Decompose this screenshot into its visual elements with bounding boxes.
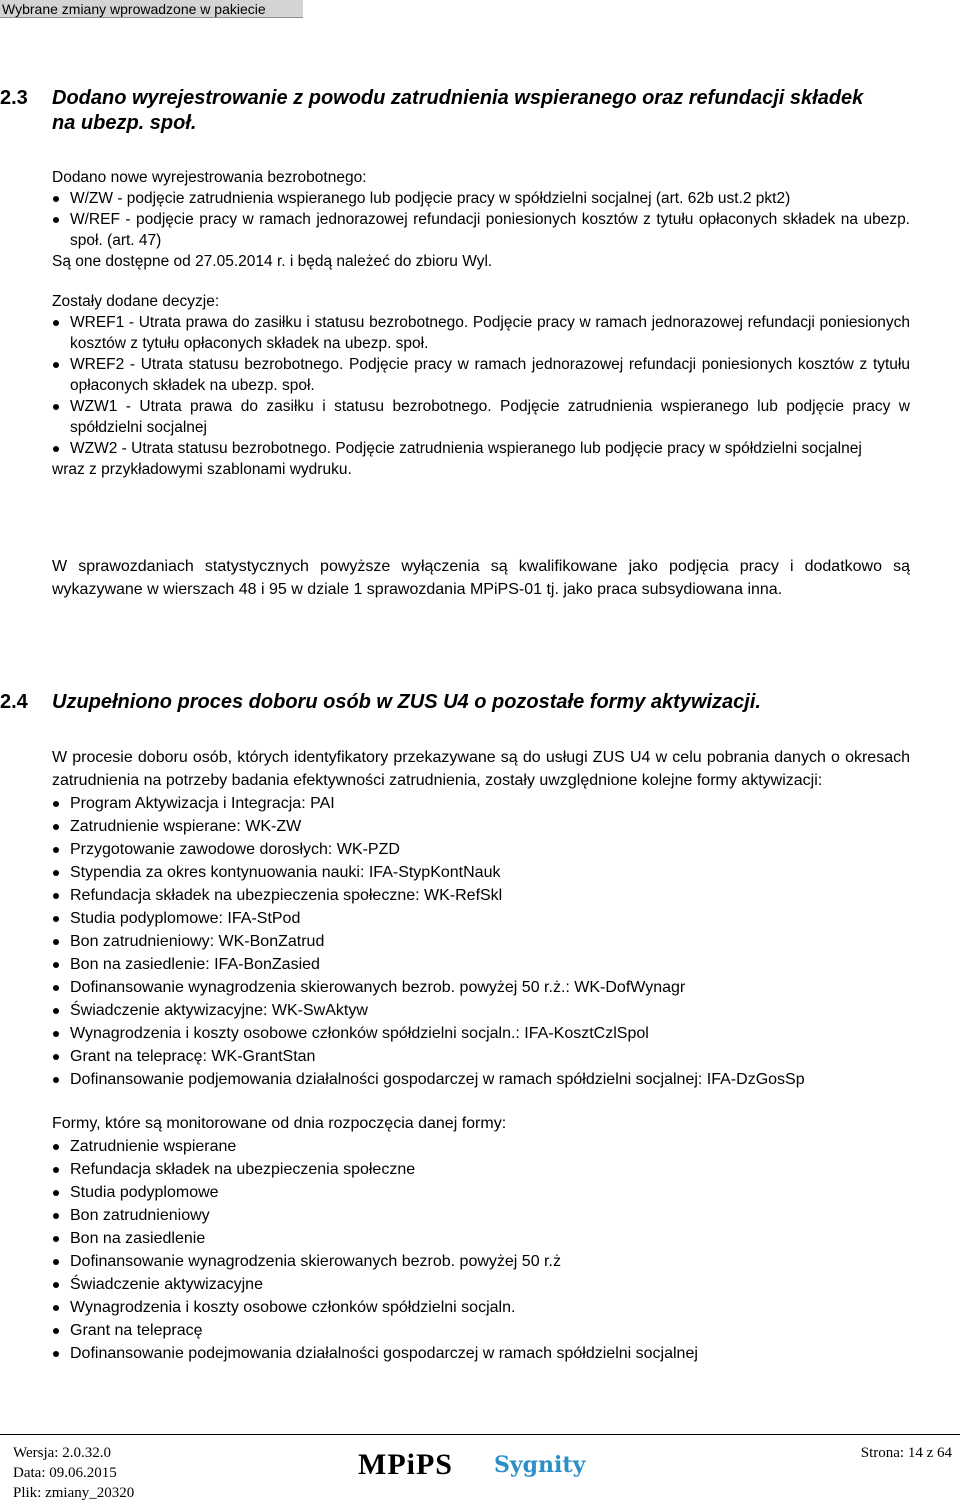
list-item: Studia podyplomowe (52, 1181, 910, 1204)
footer-file: Plik: zmiany_20320 (13, 1485, 135, 1501)
intro-text: Dodano nowe wyrejestrowania bezrobotnego: (52, 169, 367, 186)
list-item: Grant na telepracę (52, 1319, 910, 1342)
header-title: Wybrane zmiany wprowadzone w pakiecie (2, 1, 266, 17)
list-item: Bon zatrudnieniowy: WK-BonZatrud (52, 930, 910, 953)
list-item: Przygotowanie zawodowe dorosłych: WK-PZD (52, 838, 910, 861)
list-item: Świadczenie aktywizacyjne (52, 1273, 910, 1296)
monitored-intro: Formy, które są monitorowane od dnia rozpoczęcia danej formy: (52, 1115, 507, 1132)
section-2-3-body (52, 167, 910, 480)
intro-text: W procesie doboru osób, których identyfikatory przekazywane są do usługi ZUS U4 w celu pobrania danych o okresach zatrudnienia na potrzeby badania efektywności zatrudnienia, zostały uwzględnione kolejne formy aktywizacji: (52, 749, 910, 789)
list-item: Dofinansowanie podjemowania działalności gospodarczej w ramach spółdzielni socjalnej: IFA-DzGosSp (52, 1068, 910, 1091)
list-item: Refundacja składek na ubezpieczenia społeczne (52, 1158, 910, 1181)
list-item: Grant na telepracę: WK-GrantStan (52, 1045, 910, 1068)
list-item: WREF1 - Utrata prawa do zasiłku i statusu bezrobotnego. Podjęcie pracy w ramach jednorazowej refundacji poniesionych kosztów z tytułu opłaconych składek na ubezp. społ. (52, 312, 910, 354)
availability-text: Są one dostępne od 27.05.2014 r. i będą należeć do zbioru Wyl. (52, 253, 493, 270)
list-item: Stypendia za okres kontynuowania nauki: IFA-StypKontNauk (52, 861, 910, 884)
list-item: Świadczenie aktywizacyjne: WK-SwAktyw (52, 999, 910, 1022)
decisions-list (52, 312, 910, 459)
footer-version: Wersja: 2.0.32.0 (13, 1445, 111, 1461)
list-item: WREF2 - Utrata statusu bezrobotnego. Podjęcie pracy w ramach jednorazowej refundacji poniesionych kosztów z tytułu opłaconych składek na ubezp. społ. (52, 354, 910, 396)
list-item: WZW1 - Utrata prawa do zasiłku i statusu bezrobotnego. Podjęcie zatrudnienia wspieranego lub podjęcie pracy w spółdzielni socjalnej (52, 396, 910, 438)
section-number: 2.4 (0, 691, 28, 713)
activation-forms-list (52, 792, 910, 1091)
list-item: W/REF - podjęcie pracy w ramach jednorazowej refundacji poniesionych kosztów z tytułu opłaconych składek na ubezp. społ. (art. 47) (52, 209, 910, 251)
mpips-logo: MPiPS (358, 1448, 453, 1481)
list-item: Zatrudnienie wspierane (52, 1135, 910, 1158)
section-2-4-body (52, 746, 910, 1365)
list-item: WZW2 - Utrata statusu bezrobotnego. Podjęcie zatrudnienia wspieranego lub podjęcie pracy w spółdzielni socjalnej (52, 438, 910, 459)
footer-page-number: Strona: 14 z 64 (860, 1445, 952, 1461)
list-item: Bon na zasiedlenie: IFA-BonZasied (52, 953, 910, 976)
list-item: Dofinansowanie wynagrodzenia skierowanych bezrob. powyżej 50 r.ż.: WK-DofWynagr (52, 976, 910, 999)
list-item: Bon zatrudnieniowy (52, 1204, 910, 1227)
list-item: W/ZW - podjęcie zatrudnienia wspieranego lub podjęcie pracy w spółdzielni socjalnej (art. 62b ust.2 pkt2) (52, 188, 910, 209)
list-item: Dofinansowanie wynagrodzenia skierowanych bezrob. powyżej 50 r.ż (52, 1250, 910, 1273)
sygnity-logo: Sygnity (494, 1452, 586, 1478)
page-header (0, 0, 303, 18)
monitored-forms-list (52, 1135, 910, 1365)
section-2-3-heading (0, 86, 872, 136)
list-item: Dofinansowanie podejmowania działalności gospodarczej w ramach spółdzielni socjalnej (52, 1342, 910, 1365)
list-item: Studia podyplomowe: IFA-StPod (52, 907, 910, 930)
stats-paragraph (52, 555, 910, 601)
footer-divider (0, 1434, 960, 1435)
list-item: Bon na zasiedlenie (52, 1227, 910, 1250)
section-title: Uzupełniono proces doboru osób w ZUS U4 o pozostałe formy aktywizacji. (52, 691, 761, 713)
decisions-intro: Zostały dodane decyzje: (52, 293, 220, 310)
footer-date: Data: 09.06.2015 (13, 1465, 117, 1481)
list-item: Zatrudnienie wspierane: WK-ZW (52, 815, 910, 838)
section-2-4-heading (0, 690, 872, 715)
list-item: Program Aktywizacja i Integracja: PAI (52, 792, 910, 815)
section-title: Dodano wyrejestrowanie z powodu zatrudnienia wspieranego oraz refundacji składek na ubezp. społ. (52, 87, 864, 134)
list-item: Wynagrodzenia i koszty osobowe członków spółdzielni socjaln.: IFA-KosztCzlSpol (52, 1022, 910, 1045)
footer-meta (13, 1443, 134, 1503)
stats-note: W sprawozdaniach statystycznych powyższe wyłączenia są kwalifikowane jako podjęcia pracy i dodatkowo są wykazywane w wierszach 48 i 95 w dziale 1 sprawozdania MPiPS-01 tj. jako praca subsydiowana inna. (52, 558, 910, 598)
list-item: Wynagrodzenia i koszty osobowe członków spółdzielni socjaln. (52, 1296, 910, 1319)
list-item: Refundacja składek na ubezpieczenia społeczne: WK-RefSkl (52, 884, 910, 907)
section-number: 2.3 (0, 87, 28, 109)
deregistration-list (52, 188, 910, 251)
templates-note: wraz z przykładowymi szablonami wydruku. (52, 461, 352, 478)
